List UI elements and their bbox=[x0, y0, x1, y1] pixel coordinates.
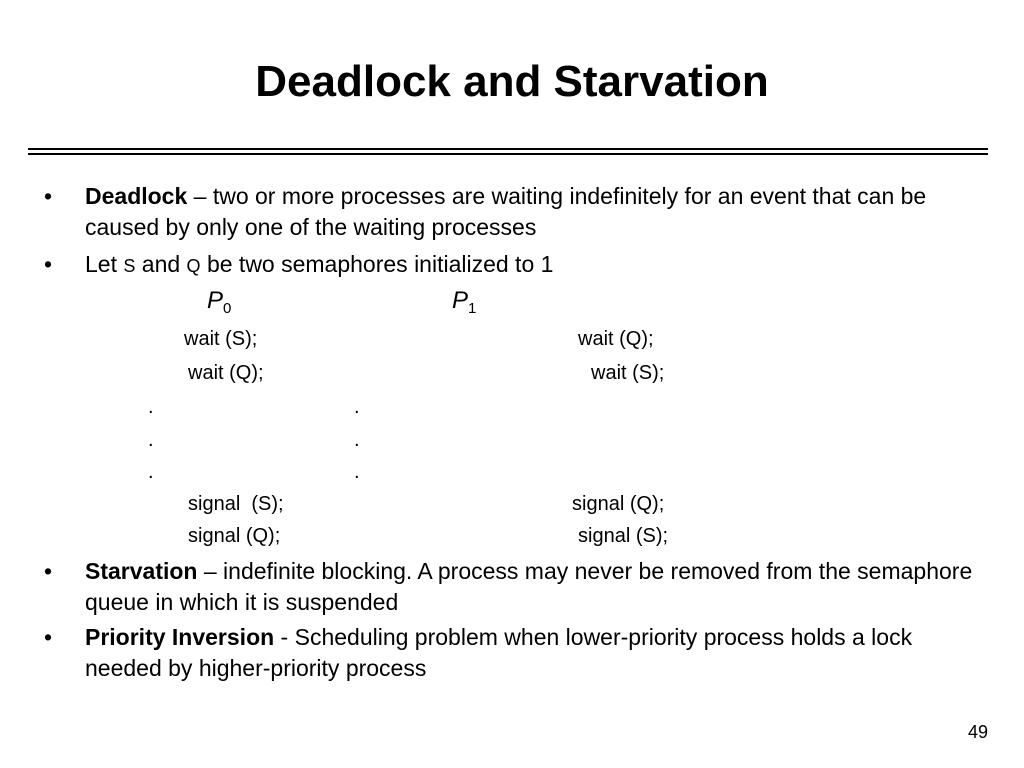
p1-signal-q: signal (Q); bbox=[572, 493, 665, 515]
ellipsis-dot-right-1: . bbox=[354, 396, 360, 418]
p0-wait-q: wait (Q); bbox=[188, 362, 264, 384]
p0-signal-s: signal (S); bbox=[188, 493, 284, 515]
term-starvation: Starvation bbox=[85, 558, 198, 584]
p0-wait-s: wait (S); bbox=[184, 328, 258, 350]
process-p1-label bbox=[452, 287, 476, 323]
p1-wait-s: wait (S); bbox=[591, 362, 665, 384]
deadlock-definition: – two or more processes are waiting indefinitely for an event that can be caused by only one of the waiting processes bbox=[85, 183, 927, 240]
ellipsis-dot-left-3: . bbox=[148, 461, 154, 483]
p1-wait-q: wait (Q); bbox=[578, 328, 654, 350]
process-p0-label bbox=[207, 287, 231, 323]
bullet-text bbox=[85, 622, 975, 684]
bullet-dot: • bbox=[44, 183, 53, 209]
term-priority-inversion: Priority Inversion bbox=[85, 624, 275, 650]
ellipsis-dot-right-3: . bbox=[354, 461, 360, 483]
bullet-dot: • bbox=[44, 558, 53, 584]
priority-inversion-definition: - Scheduling problem when lower-priority process holds a lock needed by higher-priority process bbox=[85, 624, 913, 681]
let-text-3: be two semaphores initialized to 1 bbox=[200, 251, 554, 277]
let-text-1: Let bbox=[85, 251, 124, 277]
bullet-dot: • bbox=[44, 251, 53, 277]
slide-title: Deadlock and Starvation bbox=[255, 57, 769, 106]
bullet-text bbox=[85, 181, 975, 243]
bullet-text bbox=[85, 556, 975, 618]
p0-letter: P bbox=[207, 287, 224, 314]
let-text-2: and bbox=[135, 251, 187, 277]
p1-letter: P bbox=[452, 287, 469, 314]
p1-subscript: 1 bbox=[468, 300, 477, 317]
semaphore-q: Q bbox=[186, 256, 201, 276]
p0-signal-q: signal (Q); bbox=[188, 525, 281, 547]
title-rule-top bbox=[28, 148, 988, 150]
ellipsis-dot-right-2: . bbox=[354, 429, 360, 451]
page-number: 49 bbox=[967, 722, 988, 742]
bullet-text bbox=[85, 249, 975, 282]
title-rule-bottom bbox=[28, 153, 988, 155]
ellipsis-dot-left-2: . bbox=[148, 429, 154, 451]
bullet-dot: • bbox=[44, 624, 53, 650]
term-deadlock: Deadlock bbox=[85, 183, 188, 209]
starvation-definition: – indefinite blocking. A process may never be removed from the semaphore queue in which it is suspended bbox=[85, 558, 973, 615]
p0-subscript: 0 bbox=[223, 300, 232, 317]
p1-signal-s: signal (S); bbox=[578, 525, 669, 547]
semaphore-s: S bbox=[123, 256, 136, 276]
ellipsis-dot-left-1: . bbox=[148, 396, 154, 418]
